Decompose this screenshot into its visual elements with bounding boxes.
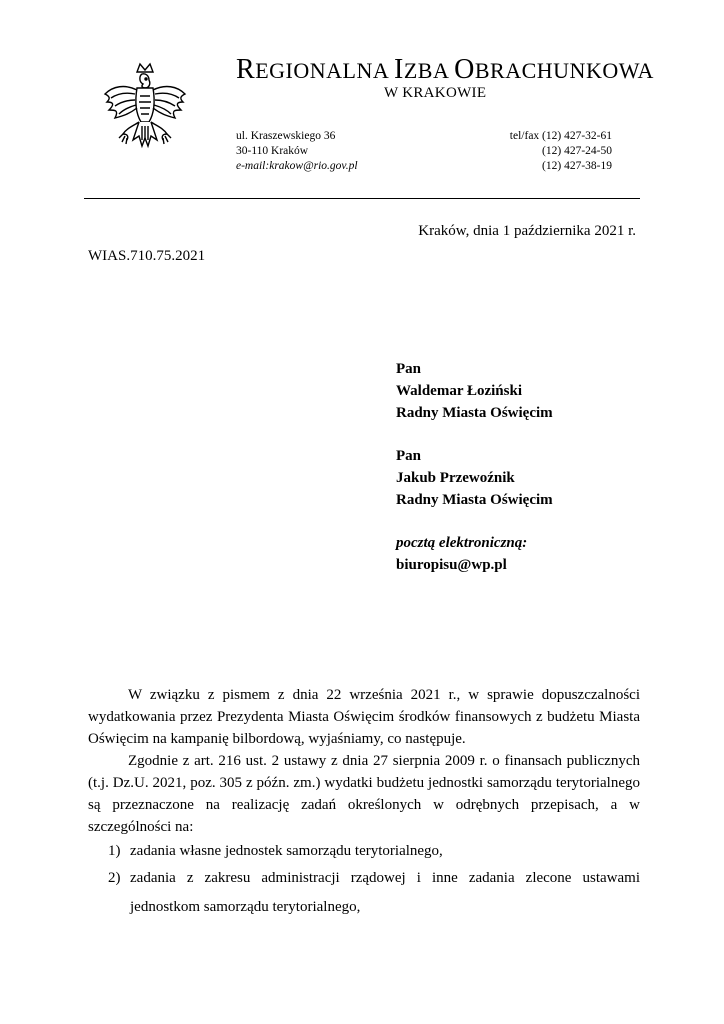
delivery-email[interactable]: biuropisu@wp.pl (396, 557, 507, 573)
institution-city: W KRAKOWIE (384, 85, 487, 101)
body-paragraph-2: Zgodnie z art. 216 ust. 2 ustawy z dnia 27 sierpnia 2009 r. o finansach publicznych (t.j. Dz.U. 2021, poz. 305 z późn. zm.) wydatki budżetu jednostki samorządu terytorialnego są przeznaczone na realizację zadań określonych w odrębnych przepisach, a w szczególności na: (88, 753, 640, 835)
list-item-text: zadania z zakresu administracji rządowej i inne zadania zlecone ustawami jednostkom samorządu terytorialnego, (130, 870, 640, 915)
list-item-number: 2) (108, 870, 121, 886)
recipient-role: Radny Miasta Oświęcim (396, 492, 553, 508)
reference-number: WIAS.710.75.2021 (88, 248, 206, 264)
address-postal: 30-110 Kraków (236, 145, 309, 157)
delivery-block (396, 532, 553, 576)
header-divider (84, 198, 640, 199)
recipient-2 (396, 445, 553, 511)
phone-line-1: tel/fax (12) 427-32-61 (509, 130, 612, 142)
recipient-name: Jakub Przewoźnik (396, 470, 515, 486)
recipient-name: Waldemar Łoziński (396, 383, 522, 399)
list-item-number: 1) (108, 843, 121, 859)
date-line: Kraków, dnia 1 października 2021 r. (418, 223, 636, 239)
recipient-role: Radny Miasta Oświęcim (396, 405, 553, 421)
recipients-block (396, 358, 553, 597)
list-item (88, 840, 640, 862)
body-paragraph-1: W związku z pismem z dnia 22 września 2021 r., w sprawie dopuszczalności wydatkowania przez Prezydenta Miasta Oświęcim środków finansowych z budżetu Miasta Oświęcim na kampanię bilbordową, wyjaśniamy, co następuje. (88, 687, 640, 747)
recipient-salutation: Pan (396, 448, 422, 464)
phone-block (510, 129, 612, 174)
white-eagle-emblem-icon (95, 60, 195, 160)
address-email[interactable]: e-mail:krakow@rio.gov.pl (236, 160, 358, 172)
tasks-list (88, 840, 640, 922)
phone-line-3: (12) 427-38-19 (542, 160, 612, 172)
delivery-label: pocztą elektroniczną: (396, 535, 528, 551)
letter-body (88, 684, 640, 922)
address-street: ul. Kraszewskiego 36 (236, 130, 336, 142)
institution-name-word-3: OBRACHUNKOWA (454, 54, 654, 85)
list-item (88, 864, 640, 922)
recipient-salutation: Pan (396, 361, 422, 377)
address-block (236, 129, 358, 174)
institution-name-word-2: IZBA (394, 54, 449, 85)
institution-name (236, 54, 654, 86)
recipient-1 (396, 358, 553, 424)
list-item-text: zadania własne jednostek samorządu terytorialnego, (130, 843, 443, 859)
institution-name-word-1: REGIONALNA (236, 54, 389, 85)
phone-line-2: (12) 427-24-50 (542, 145, 612, 157)
